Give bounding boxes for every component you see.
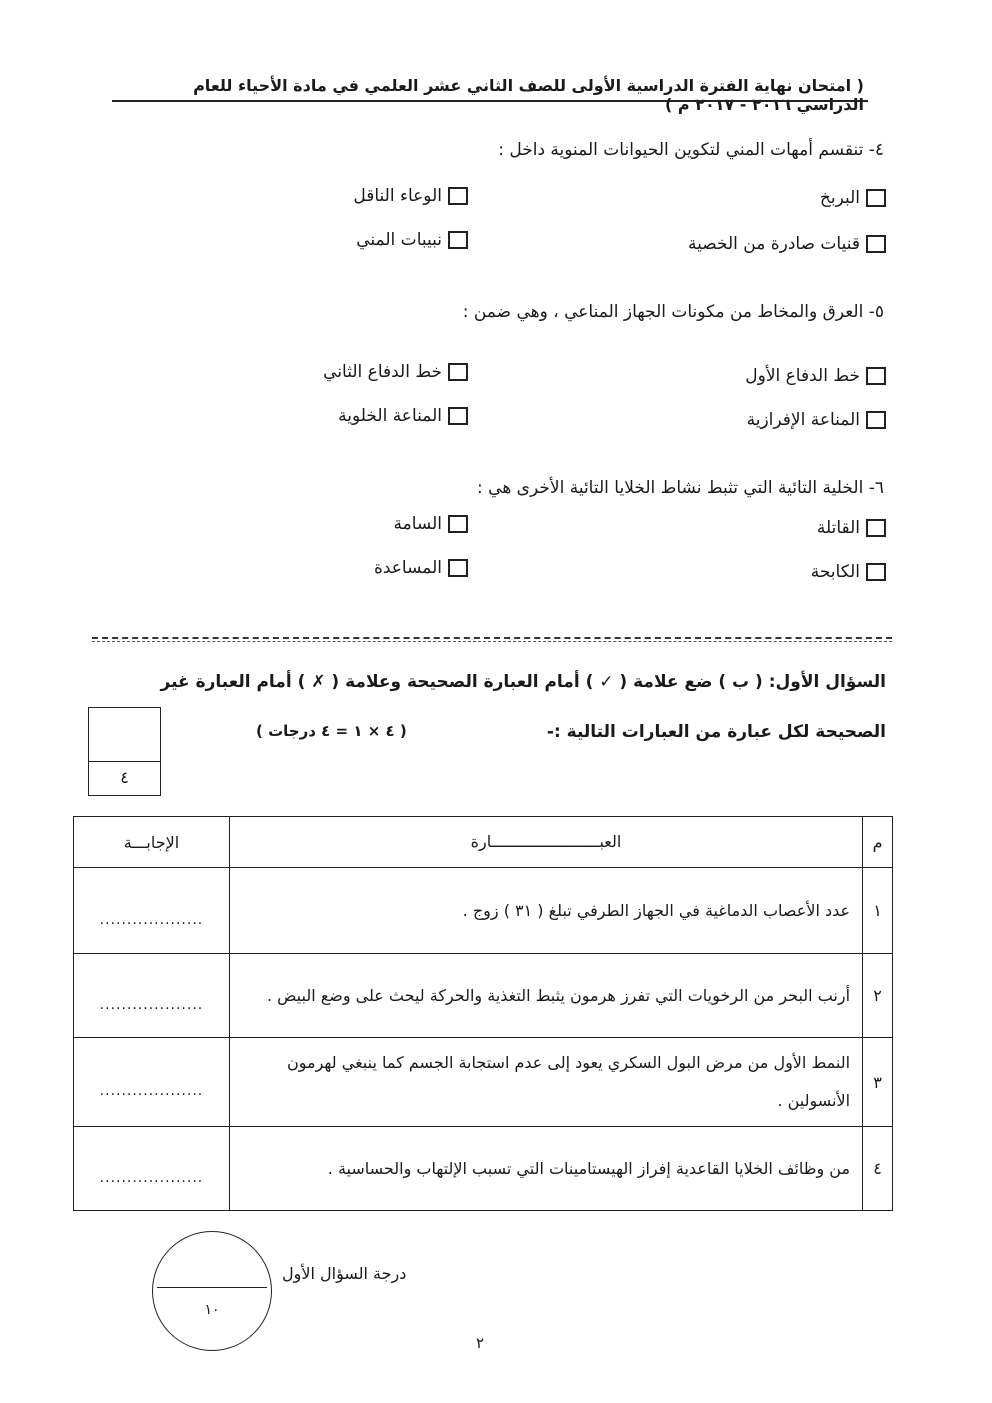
- option-label: قنيات صادرة من الخصية: [688, 234, 860, 254]
- q6-option-2[interactable]: [394, 514, 468, 534]
- q5-option-4[interactable]: [338, 406, 468, 426]
- option-label: الوعاء الناقل: [353, 186, 442, 206]
- row-num: ١: [863, 868, 893, 954]
- q5-option-3[interactable]: [747, 410, 886, 430]
- q5-option-1[interactable]: [745, 366, 886, 386]
- answer-blank[interactable]: ...................: [99, 996, 204, 1013]
- total-grade-value: ١٠: [204, 1302, 220, 1318]
- row-statement: أرنب البحر من الرخويات التي تفرز هرمون يثبط التغذية والحركة ليحث على وضع البيض .: [229, 954, 862, 1038]
- answer-blank[interactable]: ...................: [99, 911, 204, 928]
- question-6-text: ٦- الخلية التائية التي تثبط نشاط الخلايا التائية الأخرى هي :: [477, 478, 884, 498]
- section-separator: [92, 637, 892, 639]
- section-grade-box: [88, 707, 161, 796]
- option-label: السامة: [393, 514, 442, 534]
- page-number: ٢: [476, 1334, 485, 1352]
- row-statement: عدد الأعصاب الدماغية في الجهاز الطرفي تبلغ ( ٣١ ) زوج .: [229, 868, 862, 954]
- answer-cell[interactable]: [74, 954, 230, 1038]
- grade-box-divider: [89, 761, 160, 762]
- q4-option-3[interactable]: [688, 234, 886, 254]
- checkbox[interactable]: [866, 189, 886, 207]
- exam-header-title: ( امتحان نهاية الفترة الدراسية الأولى للصف الثاني عشر العلمي في مادة الأحياء للعام الدراسي ٢٠١٦ - ٢٠١٧ م ): [193, 76, 864, 114]
- section-separator-secondary: [92, 641, 892, 642]
- q6-option-4[interactable]: [374, 558, 468, 578]
- checkbox[interactable]: [866, 563, 886, 581]
- question-5-text: ٥- العرق والمخاط من مكونات الجهاز المناعي ، وهي ضمن :: [462, 302, 884, 322]
- q4-option-1[interactable]: [820, 188, 886, 208]
- header-underline: [112, 100, 868, 102]
- table-header-row: [74, 817, 893, 868]
- total-grade-circle: [152, 1231, 272, 1351]
- answer-cell[interactable]: [74, 868, 230, 954]
- option-label: نبيبات المني: [356, 230, 442, 250]
- header-num: م: [863, 817, 893, 868]
- grade-box-value: ٤: [120, 768, 129, 787]
- checkbox[interactable]: [448, 407, 468, 425]
- q6-option-3[interactable]: [811, 562, 886, 582]
- answer-blank[interactable]: ...................: [99, 1083, 204, 1099]
- option-label: المناعة الخلوية: [338, 406, 442, 426]
- checkbox[interactable]: [448, 231, 468, 249]
- header-answer: الإجابـــة: [74, 817, 230, 868]
- circle-divider: [157, 1287, 267, 1288]
- option-label: خط الدفاع الأول: [745, 366, 860, 386]
- question-4-text: ٤- تنقسم أمهات المني لتكوين الحيوانات المنوية داخل :: [498, 140, 884, 160]
- marks-note: ( ٤ × ١ = ٤ درجات ): [256, 722, 407, 740]
- checkbox[interactable]: [448, 363, 468, 381]
- table-row: [74, 1038, 893, 1127]
- q4-option-4[interactable]: [356, 230, 468, 250]
- checkbox[interactable]: [866, 411, 886, 429]
- header-statement: العبـــــــــــــــــــــــارة: [229, 817, 862, 868]
- row-statement: النمط الأول من مرض البول السكري يعود إلى عدم استجابة الجسم كما ينبغي لهرمون الأنسولين .: [229, 1038, 862, 1127]
- table-row: [74, 868, 893, 954]
- q6-option-1[interactable]: [817, 518, 886, 538]
- total-grade-label: درجة السؤال الأول: [282, 1264, 407, 1283]
- option-label: المناعة الإفرازية: [746, 410, 860, 430]
- option-label: خط الدفاع الثاني: [323, 362, 442, 382]
- q5-option-2[interactable]: [323, 362, 468, 382]
- answer-blank[interactable]: ...................: [99, 1169, 204, 1186]
- checkbox[interactable]: [866, 367, 886, 385]
- option-label: المساعدة: [373, 558, 442, 578]
- table-row: [74, 954, 893, 1038]
- section-b-title-line1: السؤال الأول: ( ب ) ضع علامة ( ✓ ) أمام العبارة الصحيحة وعلامة ( ✗ ) أمام العبارة غير: [160, 672, 886, 692]
- row-num: ٢: [863, 954, 893, 1038]
- table-row: [74, 1127, 893, 1211]
- true-false-table: [73, 816, 893, 1211]
- checkbox[interactable]: [866, 235, 886, 253]
- row-statement: من وظائف الخلايا القاعدية إفراز الهيستامينات التي تسبب الإلتهاب والحساسية .: [229, 1127, 862, 1211]
- answer-cell[interactable]: [74, 1127, 230, 1211]
- checkbox[interactable]: [448, 515, 468, 533]
- option-label: البربخ: [819, 188, 860, 208]
- option-label: القاتلة: [816, 518, 860, 538]
- q4-option-2[interactable]: [353, 186, 468, 206]
- checkbox[interactable]: [866, 519, 886, 537]
- row-num: ٣: [863, 1038, 893, 1127]
- checkbox[interactable]: [448, 187, 468, 205]
- section-b-title-line2: الصحيحة لكل عبارة من العبارات التالية :-: [546, 722, 886, 742]
- option-label: الكابحة: [810, 562, 860, 582]
- answer-cell[interactable]: [74, 1038, 230, 1127]
- checkbox[interactable]: [448, 559, 468, 577]
- row-num: ٤: [863, 1127, 893, 1211]
